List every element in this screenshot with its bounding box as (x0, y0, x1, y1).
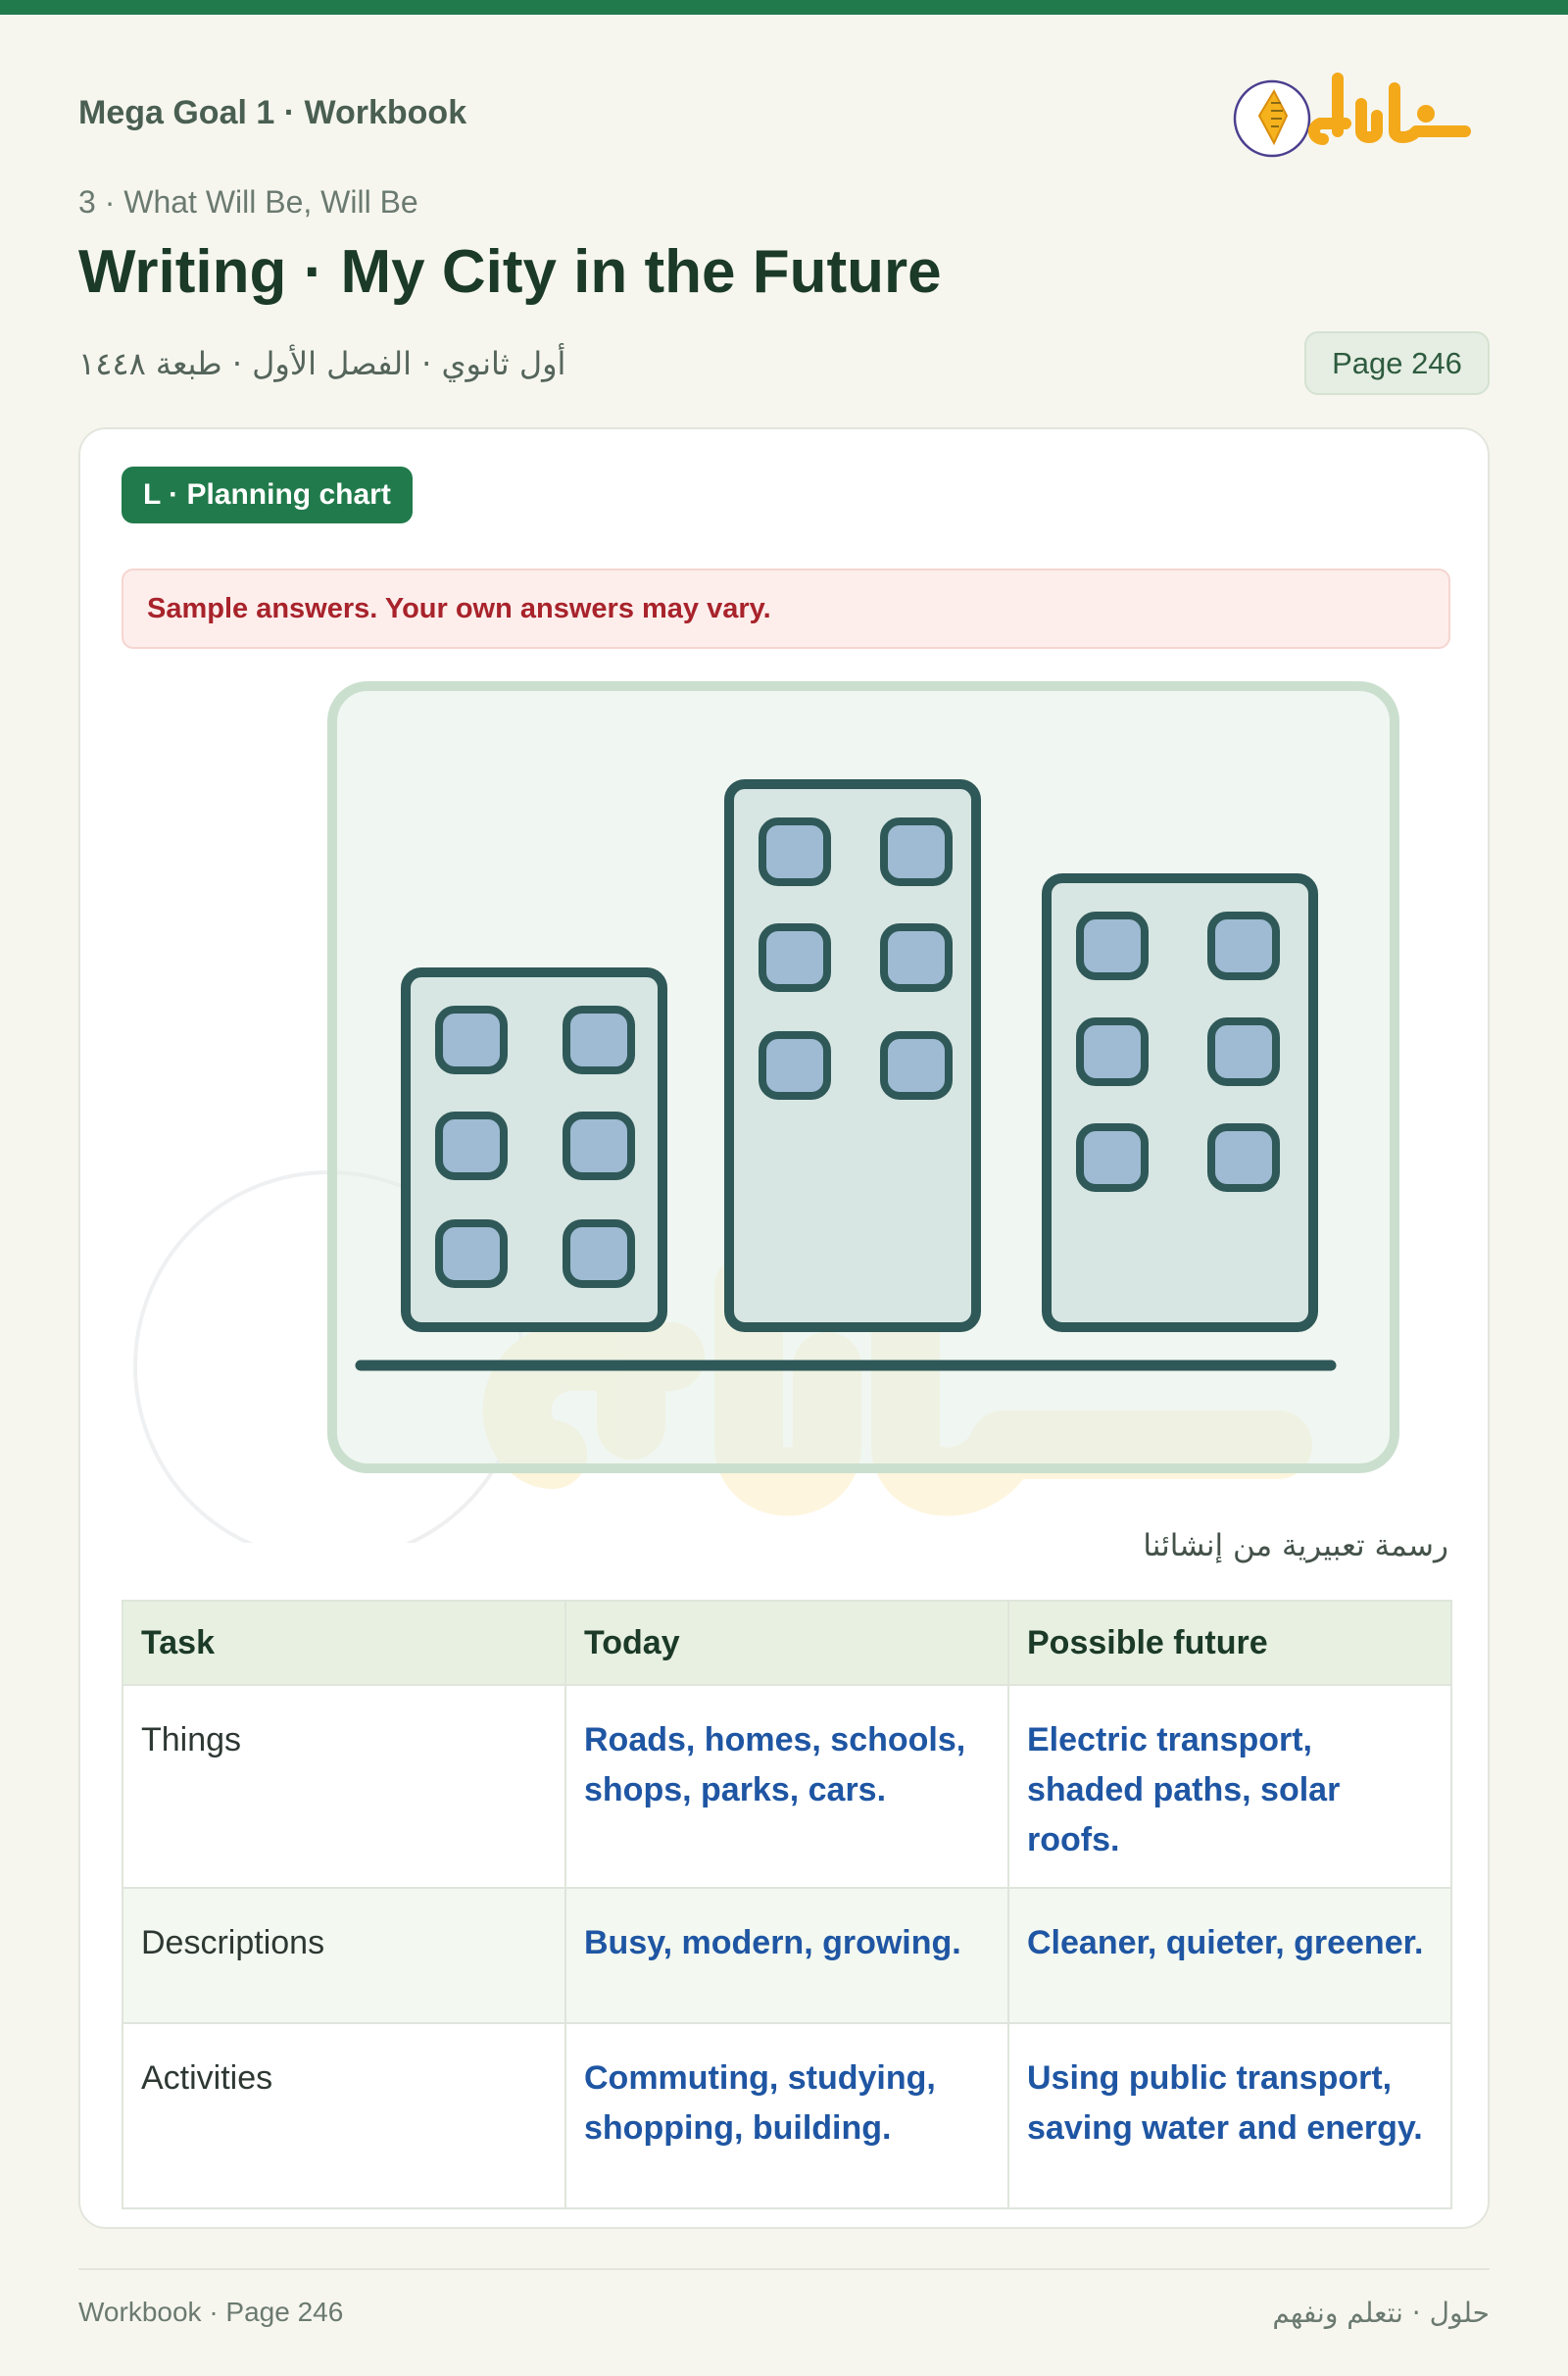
future-cell: Using public transport, saving water and energy. (1008, 2023, 1451, 2208)
top-accent-bar (0, 0, 1568, 15)
column-header-future: Possible future (1008, 1601, 1451, 1685)
unit-line: 3 · What Will Be, Will Be (78, 184, 418, 220)
task-cell: Descriptions (122, 1888, 565, 2023)
arabic-subtitle: أول ثانوي · الفصل الأول · طبعة ١٤٤٨ (78, 345, 566, 382)
footer-divider (78, 2268, 1490, 2270)
book-title: Mega Goal 1 · Workbook (78, 94, 467, 131)
task-cell: Activities (122, 2023, 565, 2208)
column-header-task: Task (122, 1601, 565, 1685)
today-cell: Roads, homes, schools, shops, parks, cars. (565, 1685, 1008, 1888)
footer-tagline: حلول · نتعلم ونفهم (1272, 2297, 1490, 2329)
today-cell: Commuting, studying, shopping, building. (565, 2023, 1008, 2208)
task-cell: Things (122, 1685, 565, 1888)
sample-answers-notice: Sample answers. Your own answers may vary. (122, 569, 1450, 649)
content-card (78, 427, 1490, 2229)
table-row (122, 2023, 1451, 2208)
table-row (122, 1685, 1451, 1888)
table-header-row (122, 1601, 1451, 1685)
section-label: L · Planning chart (122, 467, 413, 523)
planning-table (122, 1600, 1452, 2209)
future-cell: Cleaner, quieter, greener. (1008, 1888, 1451, 2023)
hulul-logo (1230, 59, 1475, 167)
today-cell: Busy, modern, growing. (565, 1888, 1008, 2023)
table-row (122, 1888, 1451, 2023)
city-buildings-icon (122, 680, 1450, 1543)
column-header-today: Today (565, 1601, 1008, 1685)
future-cell: Electric transport, shaded paths, solar roofs. (1008, 1685, 1451, 1888)
page-title: Writing · My City in the Future (78, 238, 942, 306)
page-badge: Page 246 (1304, 331, 1490, 395)
illustration-caption: رسمة تعبيرية من إنشائنا (1143, 1528, 1448, 1563)
footer-page-label: Workbook · Page 246 (78, 2297, 344, 2327)
